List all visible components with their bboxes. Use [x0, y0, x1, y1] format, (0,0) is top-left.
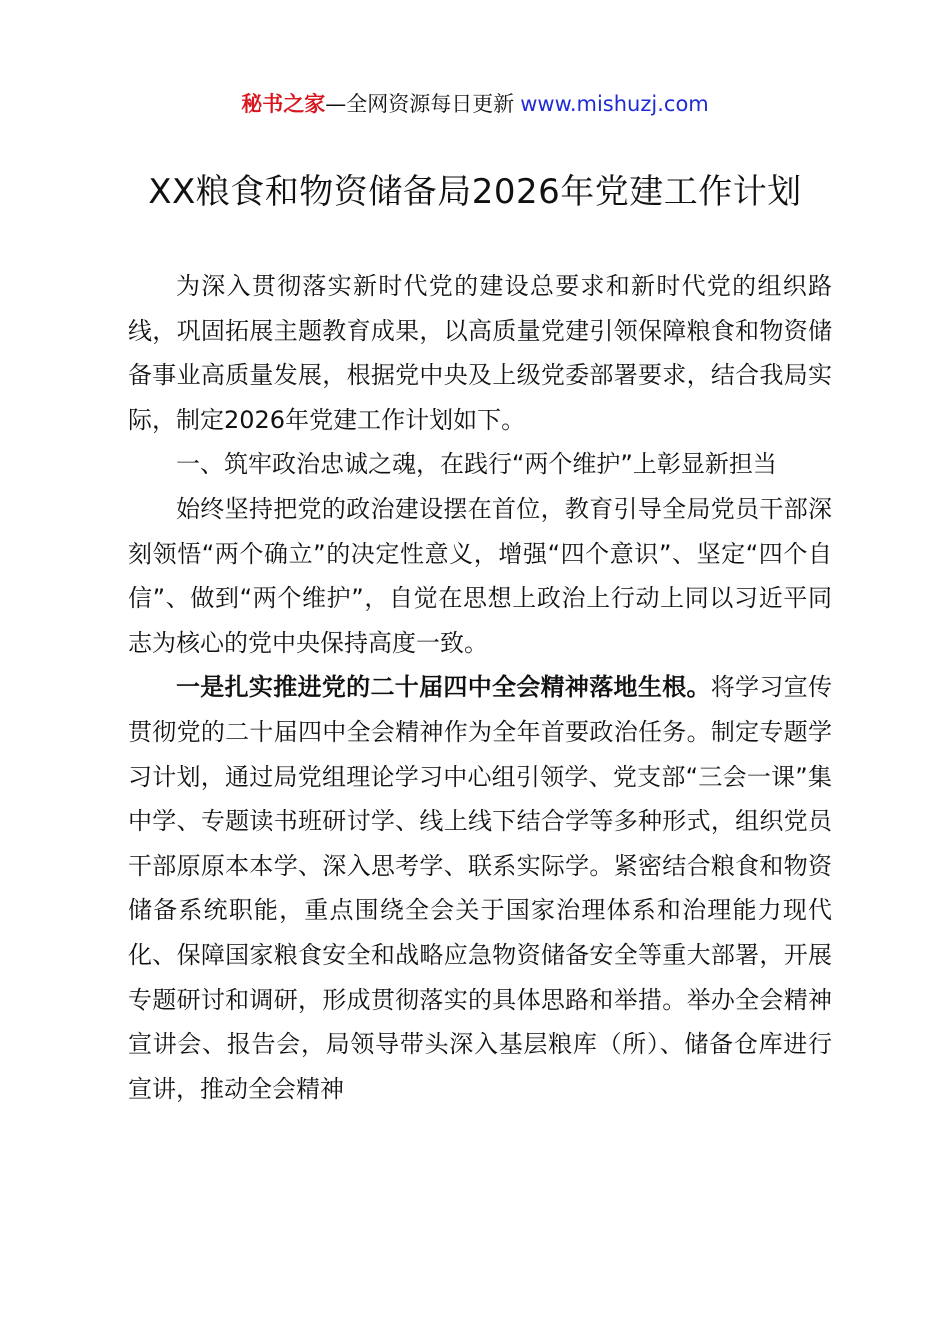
paragraph-item-1 [128, 665, 832, 1111]
paragraph-text: 将学习宣传贯彻党的二十届四中全会精神作为全年首要政治任务。制定专题学习计划，通过局党组理论学习中心组引领学、党支部“三会一课”集中学、专题读书班研讨学、线上线下结合学等多种形式，组织党员干部原原本本学、深入思考学、联系实际学。紧密结合粮食和物资储备系统职能，重点围绕全会关于国家治理体系和治理能力现代化、保障国家粮食安全和战略应急物资储备安全等重大部署，开展专题研讨和调研，形成贯彻落实的具体思路和举措。举办全会精神宣讲会、报告会，局领导带头深入基层粮库（所）、储备仓库进行宣讲，推动全会精神 [128, 673, 833, 1103]
brand-name: 秘书之家 [241, 92, 326, 116]
site-tagline: —全网资源每日更新 [325, 92, 515, 116]
paragraph-text: 始终坚持把党的政治建设摆在首位，教育引导全局党员干部深刻领悟“两个确立”的决定性意义，增强“四个意识”、坚定“四个自信”、做到“两个维护”，自觉在思想上政治上行动上同以习近平同志为核心的党中央保持高度一致。 [128, 494, 832, 657]
paragraph-political-building [128, 487, 832, 665]
document-title: XX粮食和物资储备局2026年党建工作计划 [148, 172, 802, 212]
site-url-link[interactable]: www.mishuzj.com [520, 92, 709, 116]
site-header [0, 88, 950, 120]
item-lead-bold: 一是扎实推进党的二十届四中全会精神落地生根。 [176, 673, 711, 702]
paragraph-intro [128, 264, 832, 442]
document-body [128, 264, 832, 1111]
section-heading-text: 一、筑牢政治忠诚之魂，在践行“两个维护”上彰显新担当 [176, 450, 777, 479]
section-heading-1 [128, 442, 832, 487]
paragraph-text: 为深入贯彻落实新时代党的建设总要求和新时代党的组织路线，巩固拓展主题教育成果，以高质量党建引领保障粮食和物资储备事业高质量发展，根据党中央及上级党委部署要求，结合我局实际，制定2026年党建工作计划如下。 [128, 272, 832, 434]
